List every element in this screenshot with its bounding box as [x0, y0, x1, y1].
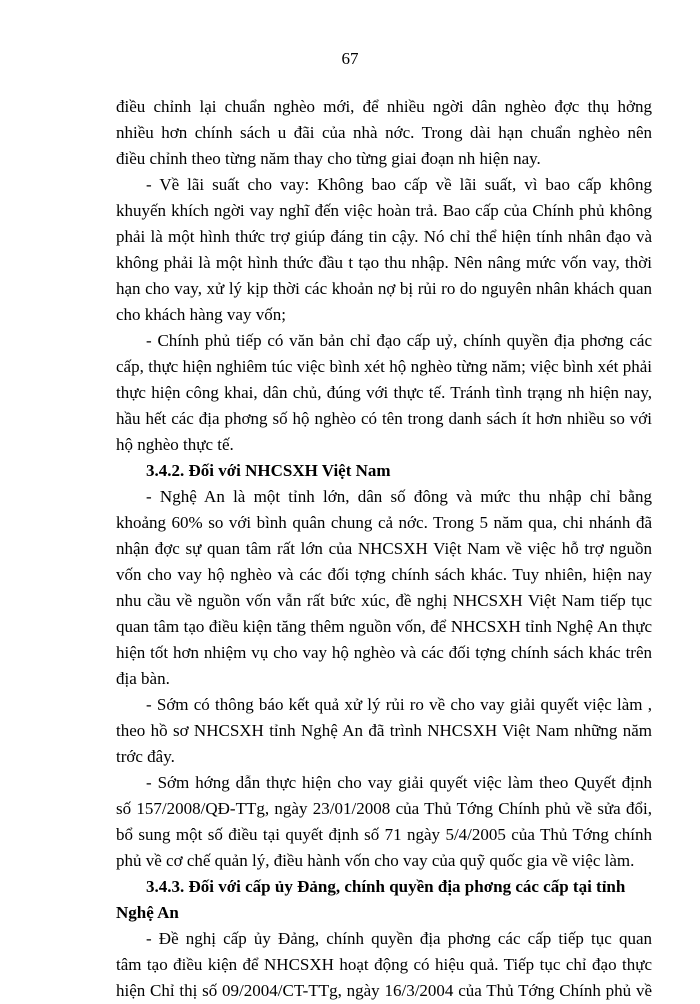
text-line: số 157/2008/QĐ-TTg, ngày 23/01/2008 của Thủ Tớng Chính phủ về sửa đổi,	[116, 799, 652, 818]
text-line: cho khách hàng vay vốn;	[116, 305, 286, 324]
text-line: theo hồ sơ NHCSXH tỉnh Nghệ An đã trình NHCSXH Việt Nam những năm	[116, 721, 652, 740]
section-heading-3-4-2	[116, 458, 652, 484]
text-line: địa bàn.	[116, 669, 170, 688]
text-line: hầu hết các địa phơng số hộ nghèo có tên trong danh sách ít hơn nhiều so với	[116, 409, 652, 428]
heading-line: Nghệ An	[116, 903, 179, 922]
text-line: điều chỉnh lại chuẩn nghèo mới, để nhiều ngời dân nghèo đợc thụ hởng	[116, 97, 652, 116]
paragraph-continuation	[116, 94, 652, 172]
text-line: hiện tốt hơn nhiệm vụ cho vay hộ nghèo và các đối tợng chính sách khác trên	[116, 643, 652, 662]
text-line: điều chỉnh theo từng năm thay cho từng giai đoạn nh hiện nay.	[116, 149, 541, 168]
text-line: cấp, thực hiện nghiêm túc việc bình xét hộ nghèo từng năm; việc bình xét phải	[116, 357, 652, 376]
text-line: nhu cầu về nguồn vốn vẫn rất bức xúc, đề nghị NHCSXH Việt Nam tiếp tục	[116, 591, 652, 610]
text-line: phủ về cơ chế quản lý, điều hành vốn cho vay của quỹ quốc gia về việc làm.	[116, 851, 635, 870]
text-line: hạn cho vay, xử lý kịp thời các khoản nợ bị rủi ro do nguyên nhân khách quan	[116, 279, 652, 298]
paragraph-government-directive	[116, 328, 652, 458]
document-body	[116, 94, 652, 1004]
text-line: bổ sung một số điều tại quyết định số 71 ngày 5/4/2005 của Thủ Tớng chính	[116, 825, 652, 844]
text-line: nhiều hơn chính sách u đãi của nhà nớc. Trong dài hạn chuẩn nghèo nên	[116, 123, 652, 142]
text-line: - Về lãi suất cho vay: Không bao cấp về lãi suất, vì bao cấp không	[146, 175, 652, 194]
page-number: 67	[341, 49, 359, 68]
paragraph-party-committee	[116, 926, 652, 1004]
text-line: thực hiện công khai, dân chủ, đúng với thực tế. Tránh tình trạng nh hiện nay,	[116, 383, 652, 402]
heading-line: 3.4.3. Đối với cấp ủy Đảng, chính quyền địa phơng các cấp tại tỉnh	[146, 877, 626, 896]
text-line: khuyến khích ngời vay nghĩ đến việc hoàn trả. Bao cấp của Chính phủ không	[116, 201, 652, 220]
text-line: - Sớm có thông báo kết quả xử lý rủi ro về cho vay giải quyết việc làm ,	[146, 695, 652, 714]
section-heading-3-4-3	[116, 874, 652, 926]
paragraph-interest-rate	[116, 172, 652, 328]
paragraph-employment-loans	[116, 770, 652, 874]
text-line: - Đề nghị cấp ủy Đảng, chính quyền địa phơng các cấp tiếp tục quan	[146, 929, 652, 948]
text-line: - Nghệ An là một tỉnh lớn, dân số đông và mức thu nhập chỉ bằng	[146, 487, 652, 506]
heading-line: 3.4.2. Đối với NHCSXH Việt Nam	[146, 461, 391, 480]
text-line: quan tâm tạo điều kiện tăng thêm nguồn vốn, để NHCSXH tỉnh Nghệ An thực	[116, 617, 652, 636]
text-line: vốn cho vay hộ nghèo và các đối tợng chính sách khác. Tuy nhiên, hiện nay	[116, 565, 652, 584]
text-line: trớc đây.	[116, 747, 175, 766]
text-line: - Chính phủ tiếp có văn bản chỉ đạo cấp uỷ, chính quyền địa phơng các	[146, 331, 652, 350]
text-line: nhận đợc sự quan tâm rất lớn của NHCSXH Việt Nam về việc hỗ trợ nguồn	[116, 539, 652, 558]
text-line: khoảng 60% so với bình quân chung cả nớc. Trong 5 năm qua, chi nhánh đã	[116, 513, 652, 532]
text-line: hiện Chỉ thị số 09/2004/CT-TTg, ngày 16/3/2004 của Thủ Tớng Chính phủ về	[116, 981, 652, 1000]
text-line: không phải là một hình thức đầu t tạo thu nhập. Nên nâng mức vốn vay, thời	[116, 253, 652, 272]
paragraph-risk-notice	[116, 692, 652, 770]
text-line: tâm tạo điều kiện để NHCSXH hoạt động có hiệu quả. Tiếp tục chỉ đạo thực	[116, 955, 652, 974]
text-line: - Sớm hớng dẫn thực hiện cho vay giải quyết việc làm theo Quyết định	[146, 773, 652, 792]
paragraph-nghe-an	[116, 484, 652, 692]
text-line: hộ nghèo thực tế.	[116, 435, 234, 454]
text-line: phải là một hình thức trợ giúp đáng tin cậy. Nó chỉ thể hiện tính nhân đạo và	[116, 227, 652, 246]
